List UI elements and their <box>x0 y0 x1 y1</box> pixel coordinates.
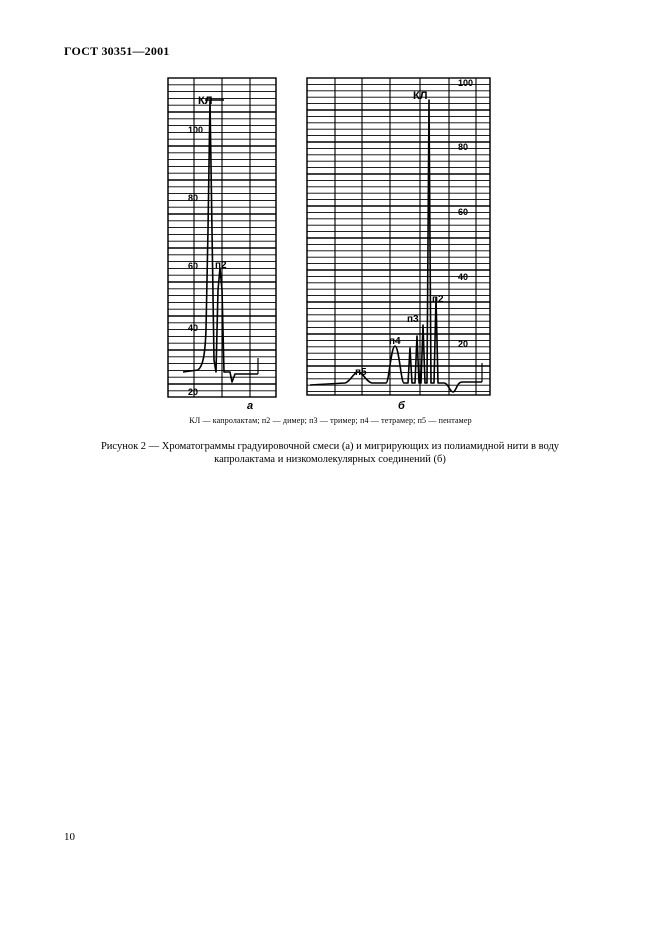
panel-b-peak-kl: КЛ <box>413 90 428 102</box>
panel-a-peak-kl: КЛ <box>198 95 213 107</box>
panel-b-label: б <box>398 400 405 412</box>
chromatogram-figure <box>0 0 661 420</box>
panel-a-scale-40: 40 <box>188 323 199 333</box>
caption-line-1: Рисунок 2 — Хроматограммы градуировочной смеси (а) и мигрирующих из полиамидной нити в воду <box>100 441 560 452</box>
document-header: ГОСТ 30351—2001 <box>64 44 170 58</box>
panel-a-scale-80: 80 <box>188 193 199 203</box>
panel-b-peak-p4: п4 <box>389 336 401 347</box>
chromatogram-panel-a <box>168 78 276 397</box>
panel-b-scale-60: 60 <box>458 207 469 217</box>
figure-legend: КЛ — капролактам; п2 — димер; п3 — тример; п4 — тетрамер; п5 — пентамер <box>189 416 472 425</box>
page-number: 10 <box>64 831 75 843</box>
figure-caption <box>80 440 580 466</box>
panel-b-scale-20: 20 <box>458 339 469 349</box>
panel-b-peak-p2: п2 <box>432 294 444 305</box>
panel-a-scale-20: 20 <box>188 387 199 397</box>
panel-b-scale-100: 100 <box>458 78 474 88</box>
panel-b-peak-p3: п3 <box>407 314 419 325</box>
panel-b-scale-80: 80 <box>458 142 469 152</box>
panel-b-peak-p5: п5 <box>355 367 367 378</box>
panel-a-scale-100: 100 <box>188 125 204 135</box>
caption-line-2: капролактама и низкомолекулярных соединений (б) <box>214 454 446 465</box>
panel-a-label: а <box>247 400 254 412</box>
panel-b-scale-40: 40 <box>458 272 469 282</box>
panel-a-scale-60: 60 <box>188 261 199 271</box>
panel-a-peak-p2: п2 <box>215 260 227 271</box>
